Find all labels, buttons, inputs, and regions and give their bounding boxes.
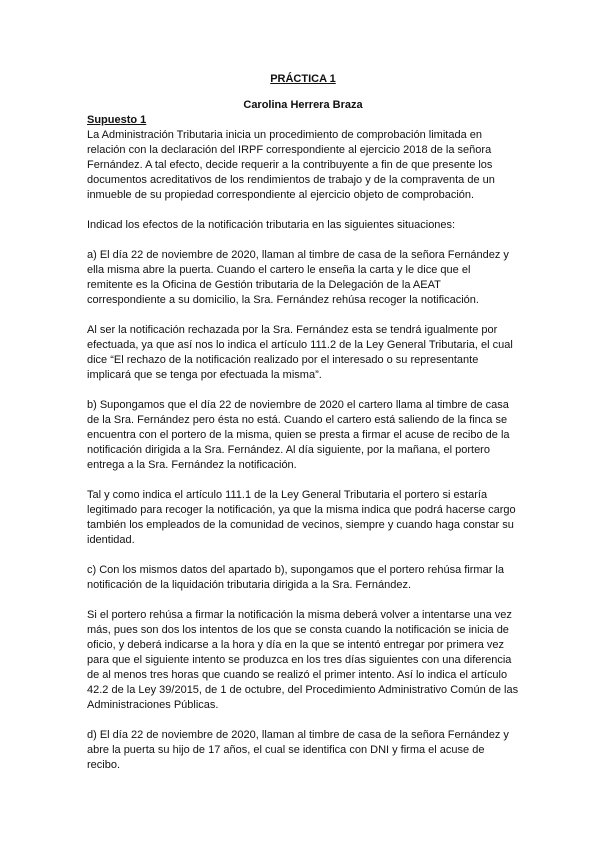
paragraph-case-c: c) Con los mismos datos del apartado b), supongamos que el portero rehúsa firmar la notificación de la liquidación tributaria dirigida a la Sra. Fernández. [87,564,504,591]
document-title: PRÁCTICA 1 [270,73,336,85]
paragraph-case-b: b) Supongamos que el día 22 de noviembre de 2020 el cartero llama al timbre de casa de la Sra. Fernández pero ésta no está. Cuando el cartero está saliendo de la finca se encuentra con el portero de la misma, quien se presta a firmar el acuse de recibo de la notificación dirigida a la Sra. Fernández. Al día siguiente, por la mañana, el portero entrega a la Sra. Fernández la notificación. [87,399,510,471]
paragraph-instruction: Indicad los efectos de la notificación tributaria en las siguientes situaciones: [87,219,456,231]
paragraph-answer-c: Si el portero rehúsa a firmar la notificación la misma deberá volver a intentarse una vez más, pues son dos los intentos de los que se consta cuando la notificación se inicia de oficio, y deberá indicarse a la hora y día en la que se intentó entregar por primera vez para que el siguiente intento se produzca en los tres días siguientes con una diferencia de al menos tres horas que cuando se realizó el primer intento. Así lo indica el artículo 42.2 de la Ley 39/2015, de 1 de octubre, del Procedimiento Administrativo Común de las Administraciones Públicas. [87,609,519,711]
paragraph-case-a: a) El día 22 de noviembre de 2020, llaman al timbre de casa de la señora Fernández y ella misma abre la puerta. Cuando el cartero le enseña la carta y le dice que el remitente es la Oficina de Gestión tributaria de la Delegación de la AEAT correspondiente a su domicilio, la Sra. Fernández rehúsa recoger la notificación. [87,249,509,306]
paragraph-case-d: d) El día 22 de noviembre de 2020, llaman al timbre de casa de la señora Fernández y abre la puerta su hijo de 17 años, el cual se identifica con DNI y firma el acuse de recibo. [87,729,509,771]
document-body [87,72,519,788]
paragraph-answer-b: Tal y como indica el artículo 111.1 de la Ley General Tributaria el portero si estaría legitimado para recoger la notificación, ya que la misma indica que podrá hacerse cargo también los empleados de la comunidad de vecinos, siempre y cuando haga constar su identidad. [87,489,516,546]
section-heading: Supuesto 1 [87,114,147,126]
author-name: Carolina Herrera Braza [243,99,363,111]
paragraph-intro: La Administración Tributaria inicia un procedimiento de comprobación limitada en relación con la declaración del IRPF correspondiente al ejercicio 2018 de la señora Fernández. A tal efecto, decide requerir a la contribuyente a fin de que presente los documentos acreditativos de los rendimientos de trabajo y de la compraventa de un inmueble de su propiedad correspondiente al ejercicio objeto de comprobación. [87,129,495,201]
paragraph-answer-a: Al ser la notificación rechazada por la Sra. Fernández esta se tendrá igualmente por efectuada, ya que así nos lo indica el artículo 111.2 de la Ley General Tributaria, el cual dice “El rechazo de la notificación realizado por el interesado o su representante implicará que se tenga por efectuada la misma”. [87,324,513,381]
